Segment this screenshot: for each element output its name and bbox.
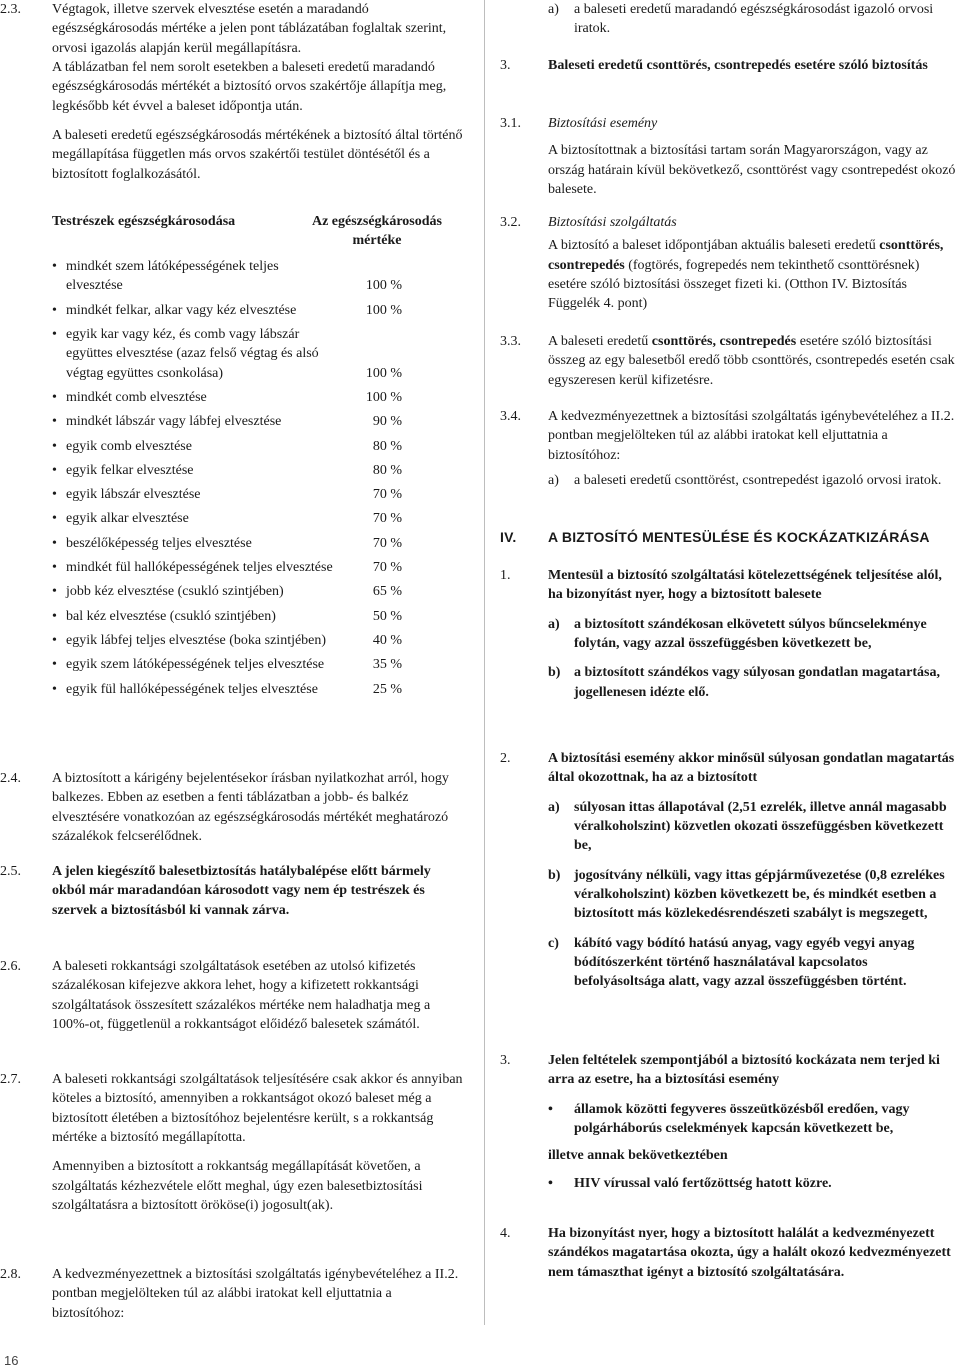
percentage-value: 40 % <box>372 633 402 648</box>
paragraph: a biztosított szándékosan elkövetett súlyos bűncselekménye folytán, vagy azzal összefüggésben következett be, <box>574 616 927 651</box>
sub-item <box>548 798 958 856</box>
body-part-text: • jobb kéz elvesztése (csukló szintjében) <box>66 584 284 600</box>
table-row <box>52 412 462 431</box>
section-3-3 <box>496 332 958 390</box>
exclusion-2 <box>496 749 958 991</box>
sub-item <box>548 663 958 702</box>
section-2-6 <box>0 957 466 1034</box>
page-number: 16 <box>4 1353 19 1368</box>
paragraph: • HIV vírussal való fertőzöttség hatott közre. <box>574 1175 832 1191</box>
paragraph: Ha bizonyítást nyer, hogy a biztosított halálát a kedvezményezett szándékos magatartása okozta, úgy a halált okozó kedvezményezett nem támaszthat igényt a biztosító szolgáltatására. <box>548 1226 951 1280</box>
body-part-text: • egyik fül hallóképességének teljes elvesztése <box>66 681 318 697</box>
table-row <box>52 558 462 577</box>
chapter-number: IV. <box>500 529 517 545</box>
chapter-iv-heading <box>496 528 958 547</box>
percentage-value: 90 % <box>372 414 402 430</box>
body-part-text: • mindkét comb elvesztése <box>66 389 207 405</box>
column-divider <box>484 0 485 1325</box>
paragraph: A kedvezményezettnek a biztosítási szolgáltatás igénybevételéhez a II.2. pontban megjelölteken túl az alábbi iratokat kell eljuttatnia a biztosítóhoz: <box>548 409 955 463</box>
table-row <box>52 485 462 504</box>
subsection-title: Biztosítási esemény <box>548 116 658 131</box>
paragraph: A kedvezményezettnek a biztosítási szolgáltatás igénybevételéhez a II.2. pontban megjelölteken túl az alábbi iratokat kell eljuttatnia a biztosítóhoz: <box>52 1267 459 1321</box>
percentage-value: 70 % <box>372 511 402 527</box>
sub-item-letter: b) <box>548 867 561 883</box>
sub-item <box>548 471 958 490</box>
bullet-item <box>548 1100 958 1139</box>
section-2-3 <box>0 0 476 184</box>
paragraph: kábító vagy bódító hatású anyag, vagy egyéb vegyi anyag bódítószerként történő használatával kapcsolatos befolyásoltsága alatt, vagy azzal összefüggésben történt. <box>574 935 915 990</box>
exclusion-3 <box>496 1051 958 1193</box>
paragraph: Amennyiben a biztosított a rokkantság megállapítását követően, a szolgáltatás kézhezvétele előtt meghal, úgy ezen balesetbiztosítási szolgáltatásra a biztosított örököse(i) jogosult(ak). <box>52 1159 423 1213</box>
section-number: 2.8. <box>0 1267 21 1282</box>
percentage-value: 50 % <box>372 608 402 624</box>
paragraph: a baleseti eredetű maradandó egészségkárosodást igazoló orvosi iratok. <box>574 2 934 37</box>
paragraph: súlyosan ittas állapotával (2,51 ezrelék, illetve annál magasabb véralkoholszint) közvetlen okozati összefüggésben következett be, <box>574 799 947 854</box>
paragraph: jogosítvány nélküli, vagy ittas gépjárművezetése (0,8 ezrelékes véralkoholszint) közben következett be, és mindkét esetben a biztosított más közlekedésrendészeti szabályt is megszegett, <box>574 867 945 922</box>
table-header-body-part: Testrészek egészségkárosodása <box>52 214 236 229</box>
sub-item-letter: b) <box>548 665 561 681</box>
percentage-value: 70 % <box>372 535 402 551</box>
table-header <box>52 212 462 252</box>
table-row <box>52 388 462 407</box>
paragraph: A biztosított a kárigény bejelentésekor írásban nyilatkozhat arról, hogy balkezes. Ebben az esetben a fenti táblázatban a jobb- és balkéz elvesztésére vonatkozóan az egészségkárosodás mértékét meghatározó százalékok felcserélődnek. <box>52 771 449 844</box>
bullet-item <box>548 1174 958 1193</box>
section-title: Baleseti eredetű csonttörés, csontrepedés esetére szóló biztosítás <box>548 58 928 73</box>
section-3-1 <box>496 114 958 199</box>
section-2-4 <box>0 769 452 846</box>
body-part-text: • mindkét fül hallóképességének teljes elvesztése <box>66 560 333 576</box>
percentage-value: 70 % <box>372 487 402 503</box>
section-3-4 <box>496 407 958 490</box>
table-header-degree: Az egészségkárosodás mértéke <box>311 214 442 249</box>
section-2-8 <box>0 1265 466 1323</box>
body-part-text: • bal kéz elvesztése (csukló szintjében) <box>66 608 276 624</box>
percentage-value: 100 % <box>365 389 402 405</box>
paragraph: illetve annak bekövetkeztében <box>548 1148 728 1164</box>
paragraph: A táblázatban fel nem sorolt esetekben a baleseti eredetű maradandó egészségkárosodás mértékét a biztosító orvos szakértője állapítja meg, legkésőbb két évvel a baleset időpontja után. <box>52 59 447 114</box>
sub-item <box>548 0 958 39</box>
section-2-5 <box>0 862 466 920</box>
paragraph: A baleseti rokkantsági szolgáltatások teljesítésére csak akkor és annyiban köteles a biztosító, amennyiben a rokkantságot okozó baleset még a biztosított életében a biztosítóhoz bejelentésre került, s a rokkantság mértéke a biztosító megállapította. <box>52 1072 463 1145</box>
table-row <box>52 301 462 320</box>
percentage-value: 80 % <box>372 438 402 454</box>
section-number: 3.4. <box>500 409 521 424</box>
paragraph: Végtagok, illetve szervek elvesztése esetén a maradandó egészségkárosodás mértéke a jelen pont táblázatában foglaltak szerint, orvosi igazolás alapján kerül megállapításra. <box>52 2 447 56</box>
paragraph: • államok közötti fegyveres összeütközésből eredően, vagy polgárháborús cselekmények kapcsán következett be, <box>574 1101 910 1136</box>
sub-item <box>548 615 958 654</box>
text-run: A baleseti eredetű <box>548 334 652 349</box>
section-number: 3.2. <box>500 215 521 230</box>
percentage-value: 100 % <box>365 365 402 381</box>
exclusion-4 <box>496 1224 958 1282</box>
subsection-title: Biztosítási szolgáltatás <box>548 215 677 230</box>
table-row <box>52 534 462 553</box>
body-part-text: • mindkét szem látóképességének teljes elvesztése <box>66 259 279 294</box>
section-2-7 <box>0 1070 466 1215</box>
table-row <box>52 582 462 601</box>
paragraph: a biztosított szándékos vagy súlyosan gondatlan magatartása, jogellenesen idézte elő. <box>574 665 940 700</box>
percentage-value: 25 % <box>372 681 402 697</box>
section-number: 2.6. <box>0 959 21 974</box>
item-number: 4. <box>500 1226 511 1241</box>
paragraph: Jelen feltételek szempontjából a biztosító kockázata nem terjed ki arra az esetre, ha a biztosítási esemény <box>548 1053 940 1088</box>
table-rows <box>52 257 462 699</box>
text-run-bold: csonttörés, csontrepedés <box>548 238 944 273</box>
text-run: esetére szóló biztosítási összeg az egy balesetből eredő több csonttörés, csontrepedés esetén csak egyszeresen kerül kifizetésre. <box>548 334 955 388</box>
section-number: 3.1. <box>500 116 521 131</box>
paragraph <box>548 332 958 390</box>
item-number: 1. <box>500 568 511 583</box>
body-part-text: • egyik kar vagy kéz, és comb vagy lábszár együttes elvesztése (azaz felső végtag és alsó végtag együttes csonkolása) <box>66 326 319 381</box>
percentage-value: 100 % <box>365 302 402 318</box>
percentage-value: 100 % <box>365 278 402 294</box>
item-a-top <box>496 0 958 39</box>
section-number: 2.7. <box>0 1072 21 1087</box>
table-row <box>52 655 462 674</box>
body-part-text: • mindkét lábszár vagy lábfej elvesztése <box>66 414 282 430</box>
chapter-title: A BIZTOSÍTÓ MENTESÜLÉSE ÉS KOCKÁZATKIZÁRÁSA <box>548 529 930 545</box>
disability-table <box>52 212 462 699</box>
body-part-text: • egyik lábfej teljes elvesztése (boka szintjében) <box>66 633 327 648</box>
text-run: A biztosító a baleset időpontjában aktuális baleseti eredetű <box>548 238 880 254</box>
item-number: 3. <box>500 1053 511 1068</box>
table-row <box>52 509 462 528</box>
paragraph: A biztosítási esemény akkor minősül súlyosan gondatlan magatartás által okozottnak, ha az a biztosított <box>548 751 955 786</box>
sub-item-letter: c) <box>548 935 559 951</box>
body-part-text: • mindkét felkar, alkar vagy kéz elvesztése <box>66 302 297 318</box>
section-number: 2.4. <box>0 771 21 786</box>
table-row <box>52 325 462 383</box>
body-part-text: • egyik lábszár elvesztése <box>66 487 201 503</box>
sub-item-letter: a) <box>548 2 559 17</box>
paragraph: Mentesül a biztosító szolgáltatási kötelezettségének teljesítése alól, ha bizonyítást nyer, hogy a biztosított balesete <box>548 568 942 603</box>
section-number: 3. <box>500 58 511 73</box>
paragraph: A baleseti eredetű egészségkárosodás mértékének a biztosító által történő megállapítása független más orvos szakértői testület döntésétől és a biztosított foglalkozásától. <box>52 127 463 182</box>
section-number: 2.3. <box>0 2 21 17</box>
percentage-value: 35 % <box>372 657 402 673</box>
paragraph <box>548 236 958 313</box>
percentage-value: 70 % <box>372 560 402 576</box>
exclusion-1 <box>496 566 958 702</box>
section-number: 3.3. <box>500 334 521 349</box>
text-run-bold: csonttörés, csontrepedés <box>651 334 797 349</box>
paragraph: a baleseti eredetű csonttörést, csontrepedést igazoló orvosi iratok. <box>574 472 942 488</box>
table-row <box>52 461 462 480</box>
sub-item <box>548 934 958 992</box>
item-number: 2. <box>500 751 511 766</box>
text-run: (fogtörés, fogrepedés nem tekinthető csonttörésnek) esetére szóló biztosítási összeget fizeti ki. (Otthon IV. Biztosítás Függelék 4. pont) <box>548 257 920 312</box>
section-3-2 <box>496 213 958 314</box>
percentage-value: 80 % <box>372 462 402 478</box>
table-row <box>52 257 462 296</box>
table-row <box>52 437 462 456</box>
body-part-text: • beszélőképesség teljes elvesztése <box>66 535 252 551</box>
paragraph: A baleseti rokkantsági szolgáltatások esetében az utolsó kifizetés százalékosan kifejezve akkora lehet, hogy a kifizetett rokkantsági szolgáltatások összesített százalékos mértéke nem haladhatja meg a 100%-ot, függetlenül a rokkantságot előidéző balesetek számától. <box>52 959 431 1032</box>
sub-item-letter: a) <box>548 616 560 632</box>
body-part-text: • egyik felkar elvesztése <box>66 462 194 478</box>
section-3 <box>496 56 958 75</box>
sub-item <box>548 866 958 924</box>
paragraph: A biztosítottnak a biztosítási tartam során Magyarországon, vagy az ország határain kívül bekövetkező, csonttörést vagy csontrepedést okozó balesete. <box>548 143 956 197</box>
table-row <box>52 631 462 650</box>
body-part-text: • egyik comb elvesztése <box>66 438 192 454</box>
table-row <box>52 680 462 699</box>
body-part-text: • egyik alkar elvesztése <box>66 511 189 527</box>
body-part-text: • egyik szem látóképességének teljes elvesztése <box>66 657 325 673</box>
paragraph: A jelen kiegészítő balesetbiztosítás hatálybalépése előtt bármely okból már maradandóan károsodott vagy nem ép testrészek és szervek a biztosításból ki vannak zárva. <box>52 864 431 918</box>
section-number: 2.5. <box>0 864 21 879</box>
table-row <box>52 607 462 626</box>
percentage-value: 65 % <box>372 584 402 600</box>
sub-item-letter: a) <box>548 472 559 488</box>
sub-item-letter: a) <box>548 799 560 815</box>
